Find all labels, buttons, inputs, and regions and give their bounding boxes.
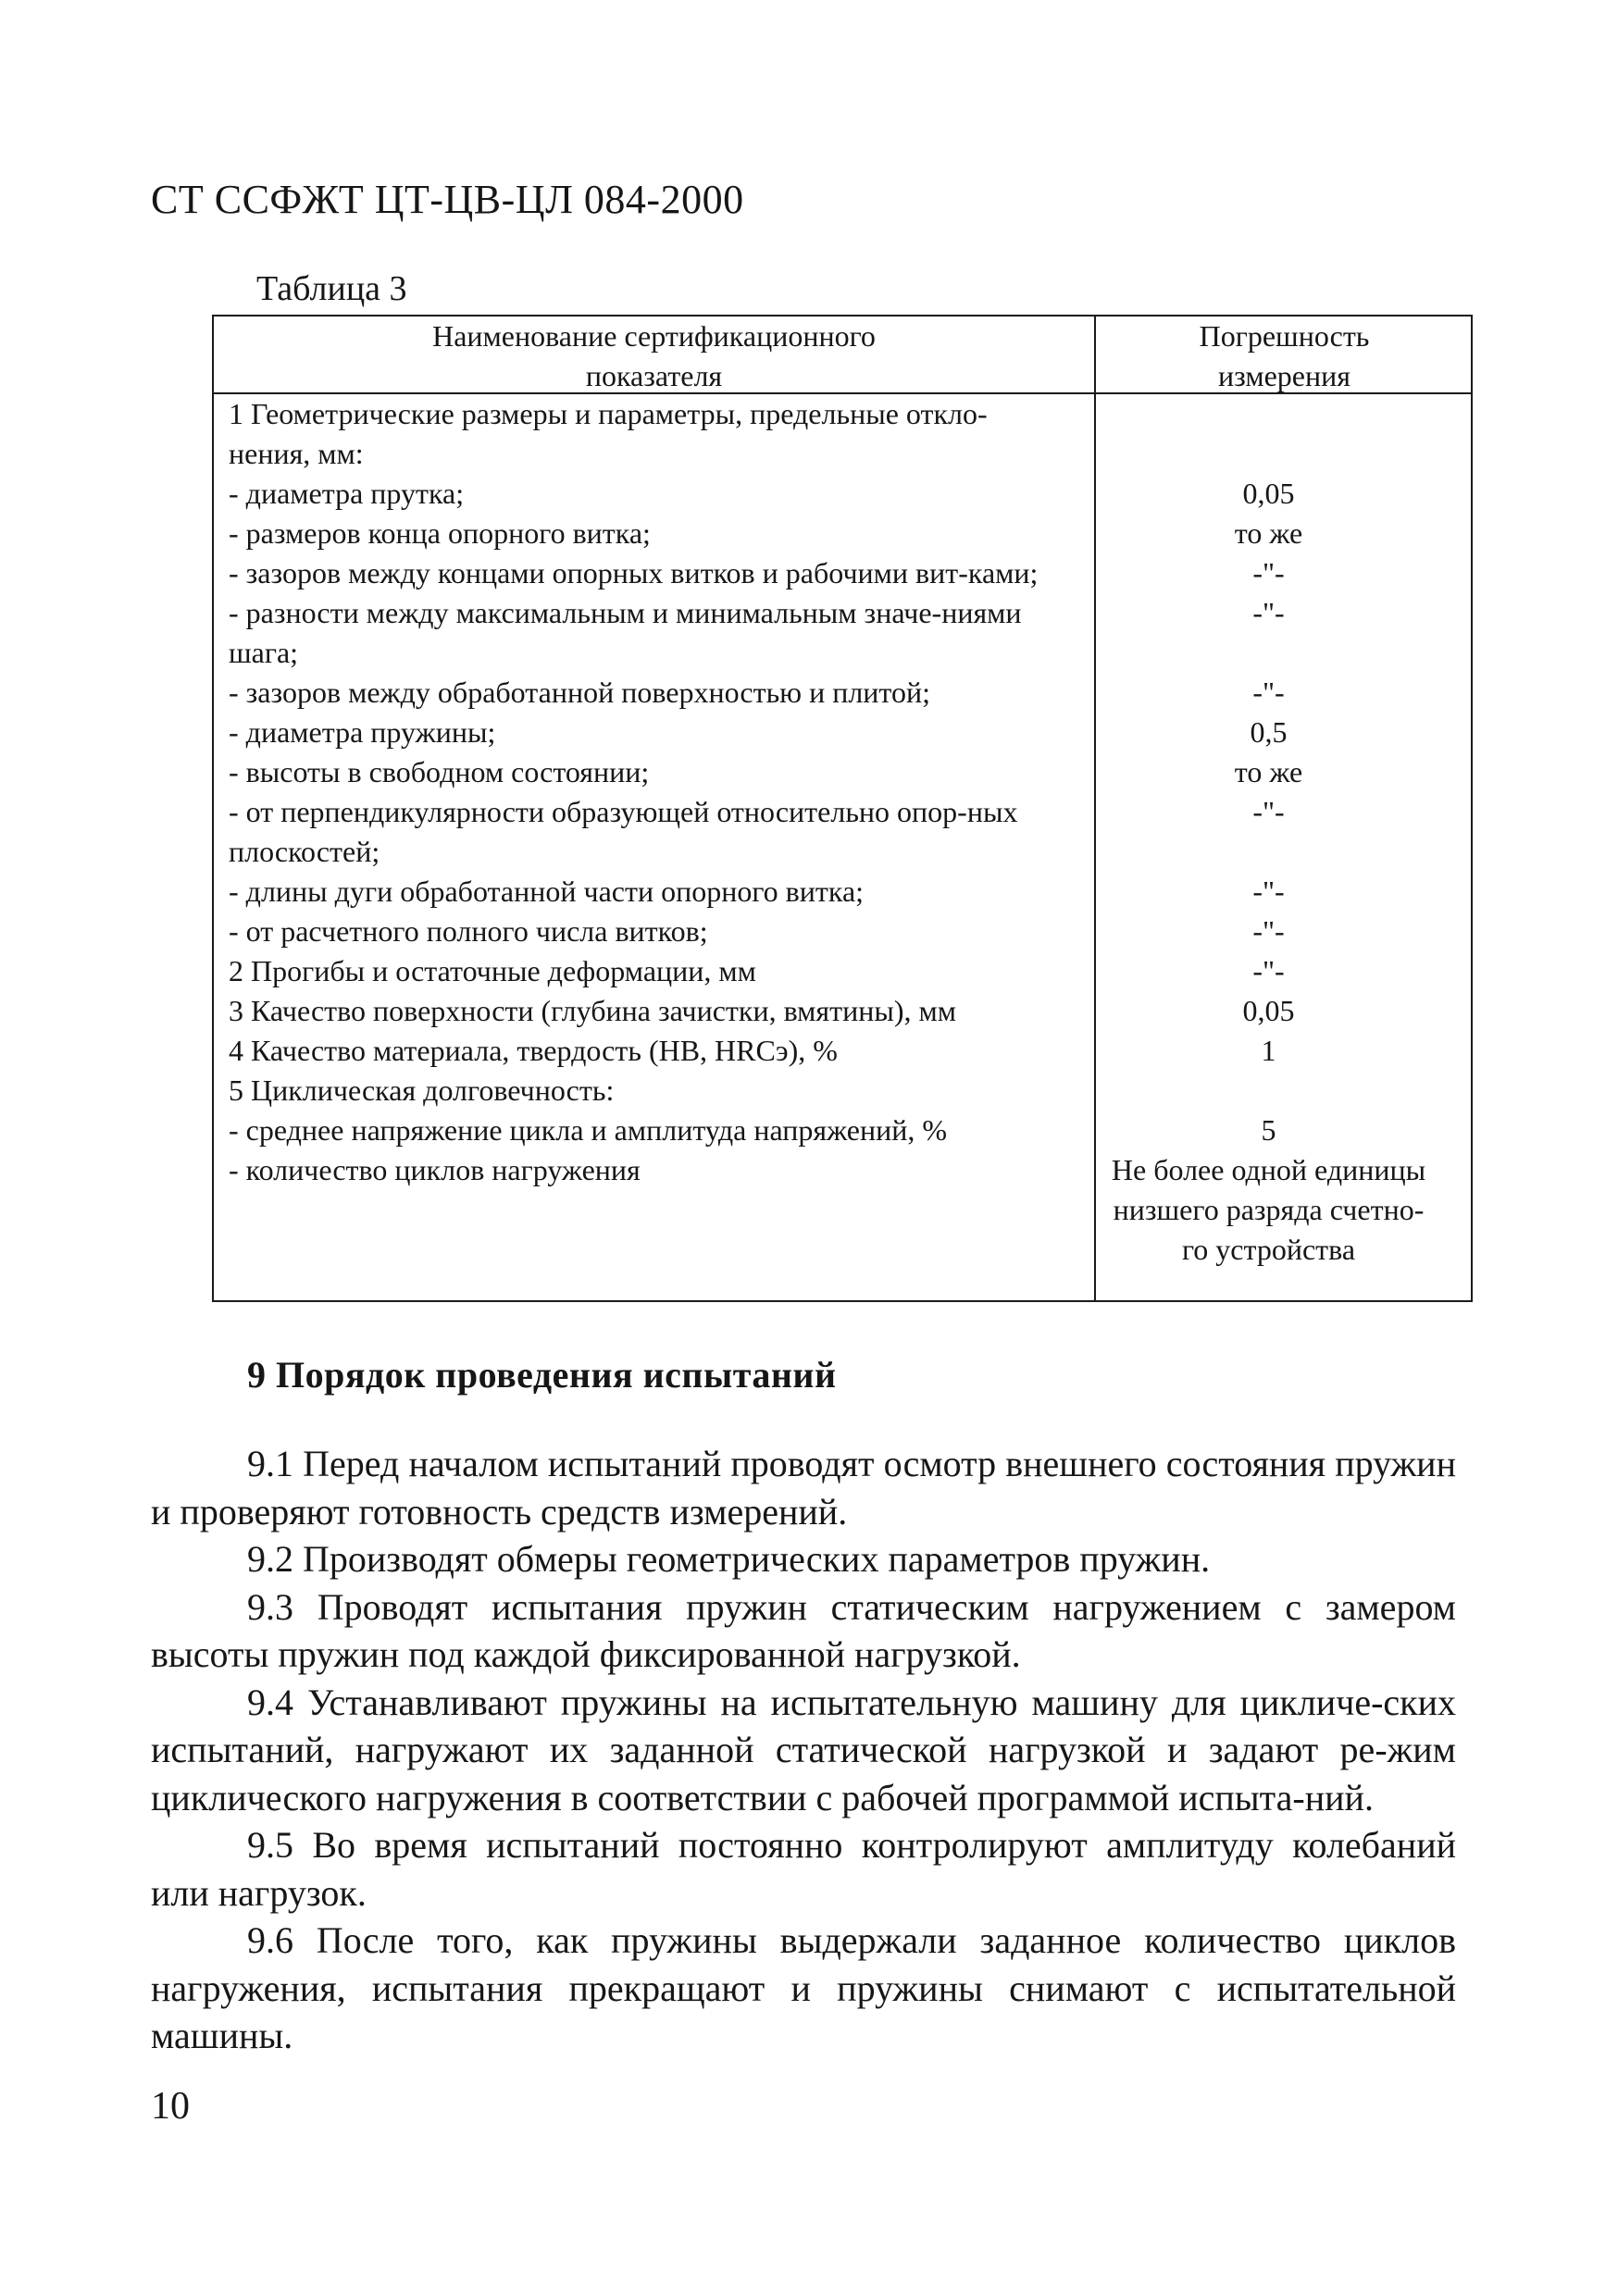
cell-measurement-error: -"- <box>1252 596 1285 629</box>
cell-indicator-name: - от перпендикулярности образующей относительно опор-ных плоскостей; <box>229 795 1018 868</box>
table-row <box>214 1031 1471 1071</box>
cell-indicator-name: - диаметра прутка; <box>229 477 465 510</box>
document-code: СТ ССФЖТ ЦТ-ЦВ-ЦЛ 084-2000 <box>151 177 744 222</box>
header-error: Погрешность измерения <box>1199 319 1370 392</box>
cell-measurement-error: -"- <box>1252 875 1285 908</box>
paragraph: 9.3 Проводят испытания пружин статическим нагружением с замером высоты пружин под каждой фиксированной нагрузкой. <box>151 1585 1456 1675</box>
table-row <box>214 951 1471 991</box>
cell-measurement-error: то же <box>1234 516 1303 550</box>
cell-measurement-error: 1 <box>1261 1034 1276 1067</box>
table-row <box>214 792 1471 872</box>
cell-measurement-error: 5 <box>1261 1113 1276 1147</box>
table-row <box>214 514 1471 553</box>
cell-indicator-name: - от расчетного полного числа витков; <box>229 914 708 948</box>
table-row <box>214 752 1471 792</box>
paragraph: 9.2 Производят обмеры геометрических параметров пружин. <box>247 1538 1211 1580</box>
table-row <box>214 713 1471 752</box>
table-row <box>214 1071 1471 1111</box>
table-row <box>214 394 1471 474</box>
page-number: 10 <box>151 2085 190 2128</box>
cell-indicator-name: 5 Циклическая долговечность: <box>229 1074 615 1107</box>
cell-indicator-name: - длины дуги обработанной части опорного витка; <box>229 875 865 908</box>
cell-measurement-error: 0,05 <box>1242 477 1295 510</box>
table-row <box>214 912 1471 951</box>
section-title: 9 Порядок проведения испытаний <box>247 1354 837 1396</box>
cell-measurement-error: -"- <box>1252 556 1285 590</box>
cell-measurement-error: -"- <box>1252 914 1285 948</box>
cell-measurement-error: 0,5 <box>1250 715 1288 749</box>
table-row <box>214 553 1471 593</box>
cell-measurement-error <box>1081 394 1456 474</box>
cell-indicator-name: - среднее напряжение цикла и амплитуда напряжений, % <box>229 1113 948 1147</box>
header-name: Наименование сертификационного показателя <box>432 319 876 392</box>
table-row <box>214 593 1471 673</box>
table-caption: Таблица 3 <box>256 269 407 308</box>
cell-indicator-name: 4 Качество материала, твердость (НВ, HRCэ), % <box>229 1034 838 1067</box>
paragraph: 9.4 Устанавливают пружины на испытательную машину для цикличе-ских испытаний, нагружают их заданной статической нагрузкой и задают ре-жим циклического нагружения в соответствии с рабочей программой испыта-ний. <box>151 1681 1456 1818</box>
table-row <box>214 1111 1471 1150</box>
cell-measurement-error: то же <box>1234 755 1303 788</box>
body-text <box>151 1440 1456 2060</box>
cell-measurement-error: -"- <box>1252 795 1285 828</box>
cell-measurement-error: Не более одной единицы низшего разряда счетно- го устройства <box>1111 1153 1426 1266</box>
cell-measurement-error: -"- <box>1252 676 1285 709</box>
paragraph: 9.5 Во время испытаний постоянно контролируют амплитуду колебаний или нагрузок. <box>151 1824 1456 1914</box>
paragraph: 9.1 Перед началом испытаний проводят осмотр внешнего состояния пружин и проверяют готовность средств измерений. <box>151 1443 1456 1533</box>
table-body <box>214 394 1471 1270</box>
cell-measurement-error <box>1081 1071 1456 1111</box>
paragraph: 9.6 После того, как пружины выдержали заданное количество циклов нагружения, испытания прекращают и пружины снимают с испытательной машины. <box>151 1919 1456 2056</box>
cell-measurement-error: -"- <box>1252 954 1285 987</box>
cell-indicator-name: - размеров конца опорного витка; <box>229 516 651 550</box>
cell-indicator-name: - разности между максимальным и минимальным значе-ниями шага; <box>229 596 1022 669</box>
table-row <box>214 673 1471 713</box>
cell-indicator-name: - высоты в свободном состоянии; <box>229 755 650 788</box>
table-row <box>214 872 1471 912</box>
cell-indicator-name: - диаметра пружины; <box>229 715 496 749</box>
cell-indicator-name: - количество циклов нагружения <box>229 1153 641 1186</box>
table-row <box>214 474 1471 514</box>
table-row <box>214 1150 1471 1270</box>
table-3 <box>212 315 1473 1302</box>
cell-indicator-name: 1 Геометрические размеры и параметры, предельные откло-нения, мм: <box>229 397 988 470</box>
table-row <box>214 991 1471 1031</box>
cell-indicator-name: - зазоров между обработанной поверхностью и плитой; <box>229 676 930 709</box>
cell-measurement-error: 0,05 <box>1242 994 1295 1027</box>
cell-indicator-name: 3 Качество поверхности (глубина зачистки, вмятины), мм <box>229 994 956 1027</box>
cell-indicator-name: 2 Прогибы и остаточные деформации, мм <box>229 954 756 987</box>
cell-indicator-name: - зазоров между концами опорных витков и рабочими вит-ками; <box>229 556 1039 590</box>
